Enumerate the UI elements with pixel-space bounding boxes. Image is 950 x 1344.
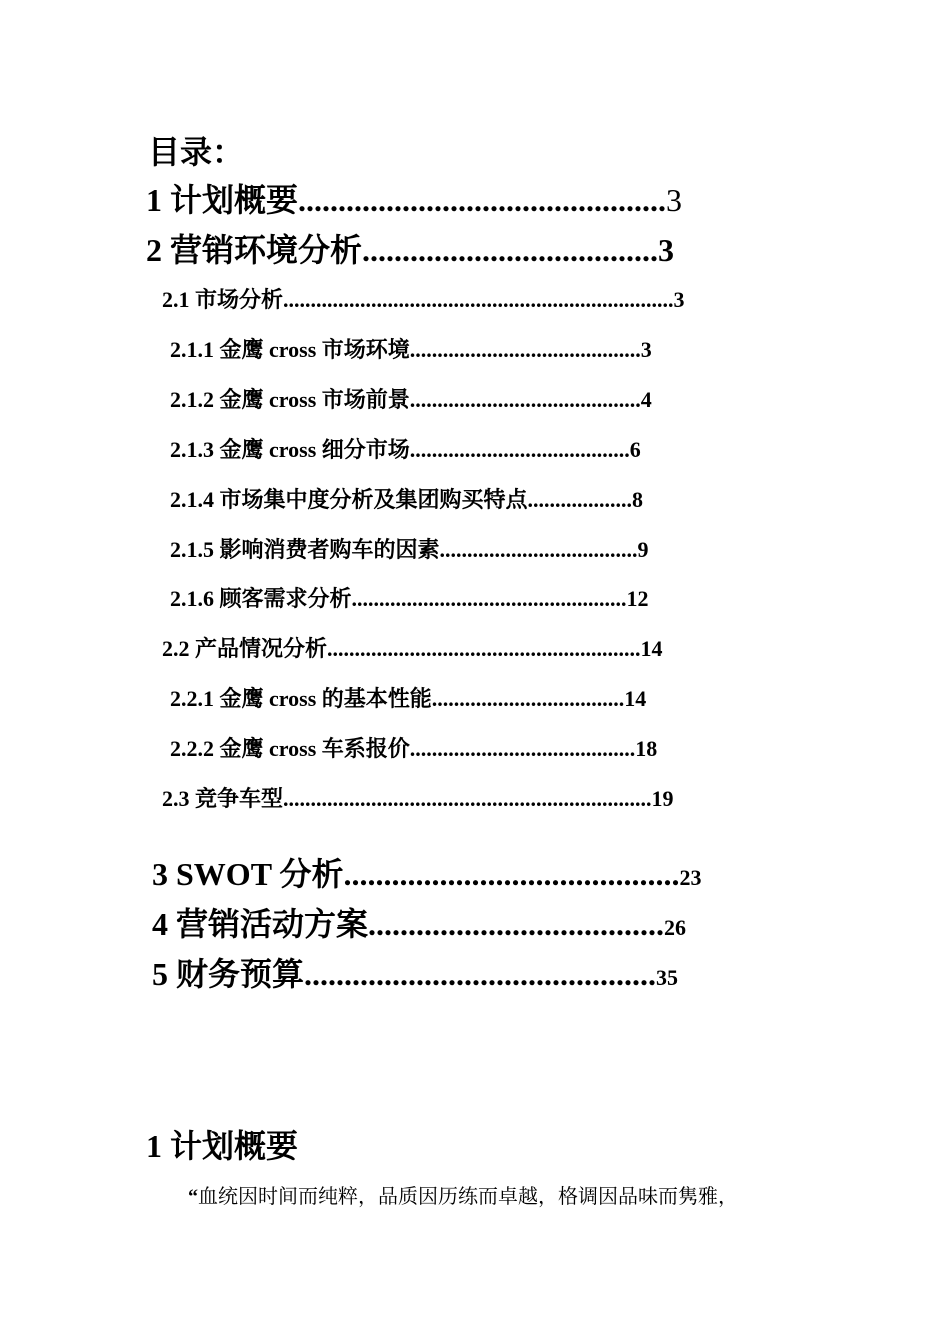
toc-page-number: 3 xyxy=(666,182,683,218)
toc-entry-2-1-3[interactable] xyxy=(170,435,641,465)
toc-leader-dots: .............................................. xyxy=(298,182,667,218)
toc-leader-dots: ..................................... xyxy=(368,906,665,942)
toc-entry-2-2-1[interactable] xyxy=(170,684,646,714)
toc-entry-2[interactable] xyxy=(146,228,674,272)
toc-entry-2-1[interactable] xyxy=(162,285,685,315)
toc-entry-label: 2.1.3 金鹰 cross 细分市场 xyxy=(170,437,410,462)
toc-page-number: 3 xyxy=(673,287,685,312)
toc-entry-2-1-2[interactable] xyxy=(170,385,652,415)
toc-leader-dots: .................................................. xyxy=(351,586,627,611)
toc-leader-dots: ......................................... xyxy=(409,736,636,761)
toc-entry-5[interactable] xyxy=(152,952,678,1000)
toc-entry-2-1-4[interactable] xyxy=(170,485,643,515)
toc-entry-2-2[interactable] xyxy=(162,634,663,664)
toc-leader-dots: ........................................ xyxy=(409,437,630,462)
toc-page-number: 6 xyxy=(629,437,641,462)
toc-page-number: 14 xyxy=(640,636,663,661)
toc-leader-dots: .......................................... xyxy=(409,337,641,362)
toc-page-number: 3 xyxy=(640,337,652,362)
toc-entry-2-1-5[interactable] xyxy=(170,535,649,565)
toc-entry-label: 2.2 产品情况分析 xyxy=(162,636,328,661)
toc-page-number: 19 xyxy=(651,786,674,811)
toc-page-number: 12 xyxy=(626,586,649,611)
toc-leader-dots: ................... xyxy=(527,487,633,512)
toc-entry-label: 1 计划概要 xyxy=(146,182,299,218)
toc-entry-label: 4 营销活动方案 xyxy=(152,906,369,942)
toc-entry-label: 2.2.2 金鹰 cross 车系报价 xyxy=(170,736,410,761)
toc-entry-label: 5 财务预算 xyxy=(152,956,305,992)
toc-title: 目录： xyxy=(148,134,245,170)
toc-page-number: 3 xyxy=(658,232,675,268)
toc-leader-dots: .......................................... xyxy=(409,387,641,412)
toc-leader-dots: .......................................... xyxy=(343,856,680,892)
toc-leader-dots: ....................................................................... xyxy=(283,287,674,312)
toc-entry-3[interactable] xyxy=(152,852,701,900)
toc-page-number: 18 xyxy=(635,736,658,761)
toc-leader-dots: ............................................ xyxy=(304,956,657,992)
toc-page-number: 8 xyxy=(632,487,644,512)
body-paragraph xyxy=(188,1182,738,1212)
toc-entry-label: 2.1.4 市场集中度分析及集团购买特点 xyxy=(170,487,528,512)
toc-entry-2-2-2[interactable] xyxy=(170,734,657,764)
section-heading: 1 计划概要 xyxy=(146,1128,299,1164)
toc-entry-label: 2.1 市场分析 xyxy=(162,287,284,312)
toc-entry-label: 2.1.5 影响消费者购车的因素 xyxy=(170,537,440,562)
toc-leader-dots: ................................................................... xyxy=(283,786,652,811)
toc-page-number: 35 xyxy=(656,965,679,990)
toc-entry-label: 2.1.1 金鹰 cross 市场环境 xyxy=(170,337,410,362)
open-quote-mark: “ xyxy=(188,1186,198,1208)
toc-entry-1[interactable] xyxy=(146,178,682,222)
toc-entry-label: 2.2.1 金鹰 cross 的基本性能 xyxy=(170,686,432,711)
toc-page-number: 26 xyxy=(664,915,687,940)
toc-page-number: 23 xyxy=(679,865,702,890)
toc-leader-dots: ..................................... xyxy=(362,232,659,268)
toc-leader-dots: ................................... xyxy=(431,686,625,711)
toc-entry-2-3[interactable] xyxy=(162,784,674,814)
toc-entry-label: 2.1.2 金鹰 cross 市场前景 xyxy=(170,387,410,412)
toc-page-number: 14 xyxy=(624,686,647,711)
toc-page-number: 4 xyxy=(640,387,652,412)
toc-leader-dots: ......................................................... xyxy=(327,636,641,661)
toc-entry-label: 2.1.6 顾客需求分析 xyxy=(170,586,352,611)
body-first-line: 血统因时间而纯粹，品质因历练而卓越，格调因品味而隽雅， xyxy=(198,1186,738,1208)
toc-page-number: 9 xyxy=(637,537,649,562)
toc-entry-label: 2.3 竞争车型 xyxy=(162,786,284,811)
toc-entry-label: 2 营销环境分析 xyxy=(146,232,363,268)
toc-entry-2-1-1[interactable] xyxy=(170,335,652,365)
toc-leader-dots: .................................... xyxy=(439,537,638,562)
toc-entry-2-1-6[interactable] xyxy=(170,584,649,614)
toc-entry-label: 3 SWOT 分析 xyxy=(152,856,344,892)
toc-entry-4[interactable] xyxy=(152,902,686,950)
